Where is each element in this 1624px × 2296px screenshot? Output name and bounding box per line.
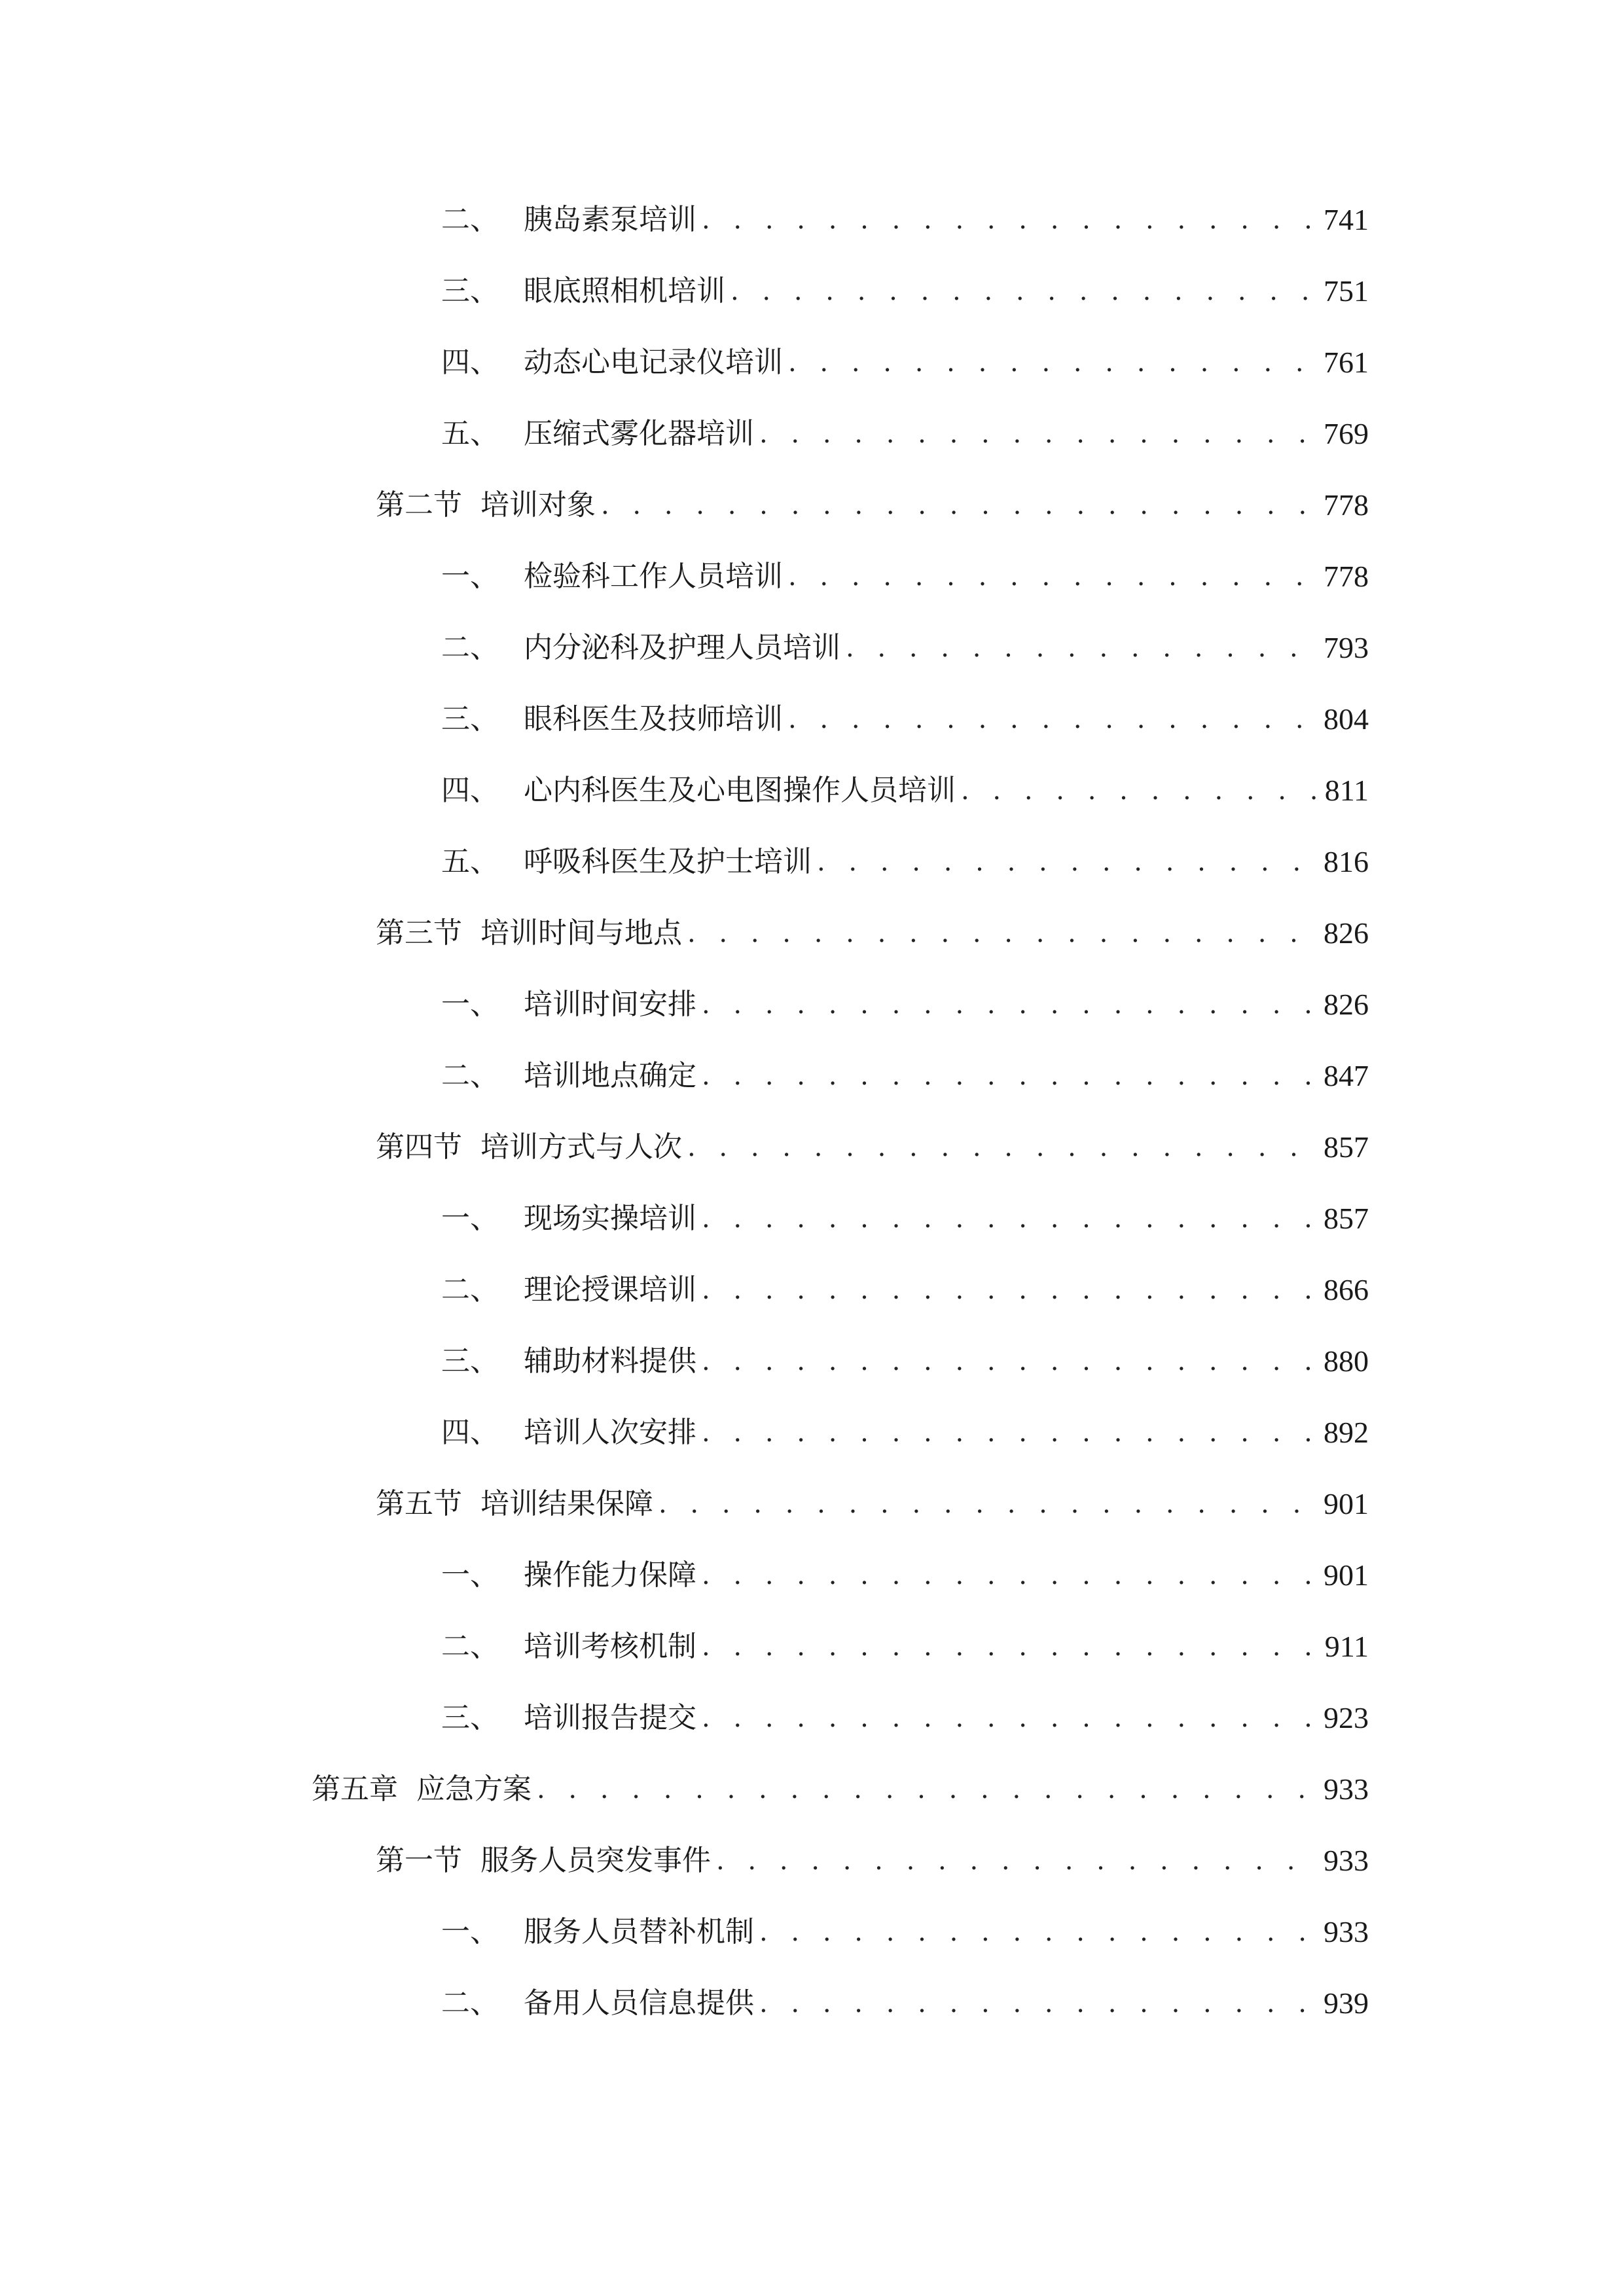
entry-page-number: 933 bbox=[1324, 1844, 1369, 1877]
entry-number: 三、 bbox=[441, 274, 499, 308]
entry-number: 二、 bbox=[441, 203, 499, 236]
entry-title: 培训人次安排 bbox=[524, 1416, 696, 1449]
dot-leader bbox=[716, 1835, 1314, 1887]
entry-number: 第五章 bbox=[312, 1772, 398, 1806]
entry-page-number: 880 bbox=[1324, 1344, 1369, 1378]
entry-number: 四、 bbox=[441, 774, 499, 807]
dot-leader bbox=[702, 1193, 1314, 1245]
toc-entry-section[interactable] bbox=[376, 1121, 1369, 1174]
entry-title: 备用人员信息提供 bbox=[524, 1986, 754, 2020]
dot-leader bbox=[702, 1621, 1316, 1673]
dot-leader bbox=[788, 693, 1314, 745]
dot-leader bbox=[702, 1264, 1314, 1316]
entry-number: 五、 bbox=[441, 845, 499, 878]
entry-page-number: 804 bbox=[1324, 702, 1369, 736]
dot-leader bbox=[702, 1549, 1314, 1602]
dot-leader bbox=[788, 550, 1314, 603]
entry-title: 现场实操培训 bbox=[524, 1202, 696, 1235]
entry-page-number: 923 bbox=[1324, 1701, 1369, 1734]
entry-page-number: 901 bbox=[1324, 1487, 1369, 1520]
entry-title: 培训报告提交 bbox=[524, 1701, 696, 1734]
entry-page-number: 751 bbox=[1324, 274, 1369, 308]
entry-page-number: 769 bbox=[1324, 417, 1369, 450]
entry-title: 培训地点确定 bbox=[524, 1059, 696, 1092]
entry-page-number: 811 bbox=[1324, 774, 1369, 807]
entry-number: 第三节 bbox=[376, 916, 462, 950]
toc-entry[interactable] bbox=[441, 1977, 1369, 2030]
entry-title: 培训时间与地点 bbox=[480, 916, 682, 950]
toc-entry[interactable] bbox=[441, 622, 1369, 674]
dot-leader bbox=[759, 1906, 1314, 1958]
toc-entry[interactable] bbox=[441, 265, 1369, 317]
toc-entry[interactable] bbox=[441, 764, 1369, 817]
entry-page-number: 866 bbox=[1324, 1273, 1369, 1306]
toc-entry[interactable] bbox=[441, 978, 1369, 1031]
toc-entry[interactable] bbox=[441, 836, 1369, 888]
entry-number: 第四节 bbox=[376, 1130, 462, 1164]
dot-leader bbox=[702, 1050, 1314, 1102]
toc-entry[interactable] bbox=[441, 1692, 1369, 1744]
entry-number: 一、 bbox=[441, 1915, 499, 1948]
entry-page-number: 911 bbox=[1324, 1630, 1369, 1663]
entry-number: 三、 bbox=[441, 1344, 499, 1378]
entry-page-number: 857 bbox=[1324, 1130, 1369, 1164]
entry-title: 培训结果保障 bbox=[480, 1487, 653, 1520]
entry-number: 第五节 bbox=[376, 1487, 462, 1520]
entry-title: 呼吸科医生及护士培训 bbox=[524, 845, 812, 878]
toc-entry[interactable] bbox=[441, 408, 1369, 460]
toc-entry-section[interactable] bbox=[376, 907, 1369, 960]
entry-title: 服务人员替补机制 bbox=[524, 1915, 754, 1948]
entry-number: 二、 bbox=[441, 1986, 499, 2020]
entry-number: 二、 bbox=[441, 631, 499, 664]
entry-number: 一、 bbox=[441, 988, 499, 1021]
entry-title: 培训时间安排 bbox=[524, 988, 696, 1021]
entry-page-number: 857 bbox=[1324, 1202, 1369, 1235]
dot-leader bbox=[687, 907, 1314, 960]
toc-entry[interactable] bbox=[441, 1264, 1369, 1316]
entry-number: 第二节 bbox=[376, 488, 462, 522]
entry-title: 培训考核机制 bbox=[524, 1630, 696, 1663]
entry-number: 五、 bbox=[441, 417, 499, 450]
entry-page-number: 933 bbox=[1324, 1772, 1369, 1806]
entry-title: 服务人员突发事件 bbox=[480, 1844, 711, 1877]
entry-title: 胰岛素泵培训 bbox=[524, 203, 696, 236]
entry-title: 眼科医生及技师培训 bbox=[524, 702, 783, 736]
dot-leader bbox=[759, 1977, 1314, 2030]
toc-entry[interactable] bbox=[441, 336, 1369, 389]
toc-entry[interactable] bbox=[441, 1906, 1369, 1958]
toc-entry[interactable] bbox=[441, 1335, 1369, 1388]
entry-page-number: 847 bbox=[1324, 1059, 1369, 1092]
toc-entry[interactable] bbox=[441, 693, 1369, 745]
dot-leader bbox=[702, 978, 1314, 1031]
toc-entry[interactable] bbox=[441, 1621, 1369, 1673]
entry-title: 压缩式雾化器培训 bbox=[524, 417, 754, 450]
dot-leader bbox=[731, 265, 1314, 317]
entry-title: 应急方案 bbox=[416, 1772, 532, 1806]
entry-page-number: 892 bbox=[1324, 1416, 1369, 1449]
entry-number: 一、 bbox=[441, 1558, 499, 1592]
entry-title: 培训对象 bbox=[480, 488, 596, 522]
entry-title: 辅助材料提供 bbox=[524, 1344, 696, 1378]
toc-entry[interactable] bbox=[441, 550, 1369, 603]
entry-page-number: 826 bbox=[1324, 916, 1369, 950]
dot-leader bbox=[846, 622, 1314, 674]
toc-entry[interactable] bbox=[441, 194, 1369, 246]
entry-title: 操作能力保障 bbox=[524, 1558, 696, 1592]
entry-title: 理论授课培训 bbox=[524, 1273, 696, 1306]
entry-number: 二、 bbox=[441, 1273, 499, 1306]
dot-leader bbox=[702, 1692, 1314, 1744]
entry-number: 四、 bbox=[441, 346, 499, 379]
dot-leader bbox=[788, 336, 1314, 389]
entry-title: 培训方式与人次 bbox=[480, 1130, 682, 1164]
toc-entry-chapter[interactable] bbox=[312, 1763, 1369, 1816]
entry-number: 第一节 bbox=[376, 1844, 462, 1877]
entry-number: 一、 bbox=[441, 560, 499, 593]
entry-page-number: 778 bbox=[1324, 488, 1369, 522]
toc-entry[interactable] bbox=[441, 1549, 1369, 1602]
entry-page-number: 939 bbox=[1324, 1986, 1369, 2020]
entry-page-number: 793 bbox=[1324, 631, 1369, 664]
toc-entry[interactable] bbox=[441, 1193, 1369, 1245]
entry-number: 三、 bbox=[441, 1701, 499, 1734]
entry-page-number: 933 bbox=[1324, 1915, 1369, 1948]
entry-page-number: 901 bbox=[1324, 1558, 1369, 1592]
dot-leader bbox=[961, 764, 1316, 817]
entry-title: 内分泌科及护理人员培训 bbox=[524, 631, 840, 664]
entry-number: 二、 bbox=[441, 1059, 499, 1092]
entry-number: 四、 bbox=[441, 1416, 499, 1449]
entry-number: 一、 bbox=[441, 1202, 499, 1235]
dot-leader bbox=[687, 1121, 1314, 1174]
dot-leader bbox=[702, 1407, 1314, 1459]
entry-title: 眼底照相机培训 bbox=[524, 274, 725, 308]
entry-page-number: 778 bbox=[1324, 560, 1369, 593]
dot-leader bbox=[702, 194, 1314, 246]
toc-entry[interactable] bbox=[441, 1050, 1369, 1102]
toc-entry[interactable] bbox=[441, 1407, 1369, 1459]
entry-title: 检验科工作人员培训 bbox=[524, 560, 783, 593]
entry-number: 三、 bbox=[441, 702, 499, 736]
entry-page-number: 761 bbox=[1324, 346, 1369, 379]
dot-leader bbox=[537, 1763, 1314, 1816]
entry-title: 动态心电记录仪培训 bbox=[524, 346, 783, 379]
dot-leader bbox=[759, 408, 1314, 460]
dot-leader bbox=[659, 1478, 1314, 1530]
entry-number: 二、 bbox=[441, 1630, 499, 1663]
dot-leader bbox=[601, 479, 1314, 531]
dot-leader bbox=[817, 836, 1314, 888]
toc-entry-section[interactable] bbox=[376, 479, 1369, 531]
toc-entry-section[interactable] bbox=[376, 1835, 1369, 1887]
dot-leader bbox=[702, 1335, 1314, 1388]
entry-title: 心内科医生及心电图操作人员培训 bbox=[524, 774, 956, 807]
toc-entry-section[interactable] bbox=[376, 1478, 1369, 1530]
entry-page-number: 826 bbox=[1324, 988, 1369, 1021]
entry-page-number: 816 bbox=[1324, 845, 1369, 878]
entry-page-number: 741 bbox=[1324, 203, 1369, 236]
